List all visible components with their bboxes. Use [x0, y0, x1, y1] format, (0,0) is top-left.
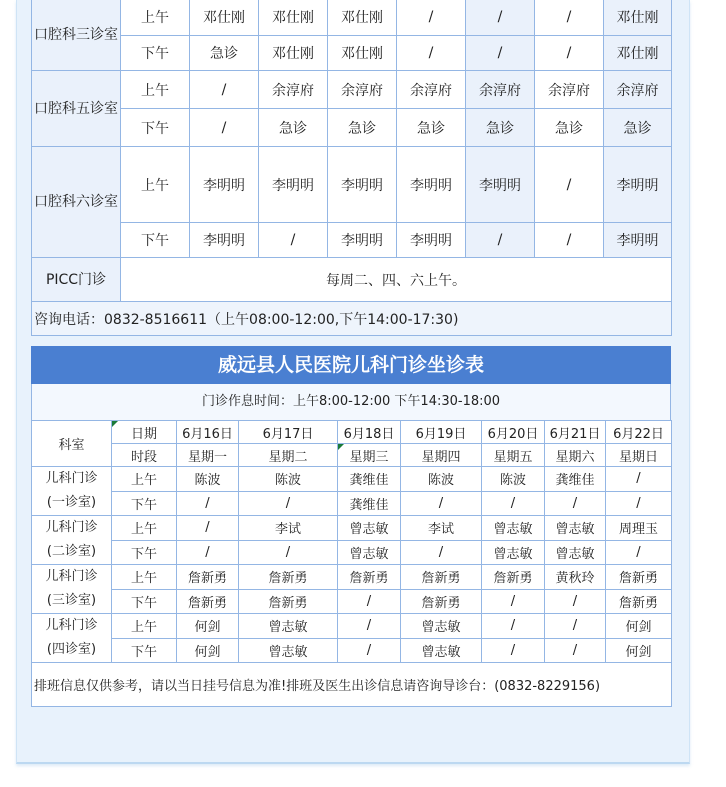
- table-row: [32, 71, 672, 109]
- slot-cell: 下午: [112, 540, 177, 565]
- schedule-cell: 詹新勇: [177, 565, 239, 590]
- schedule-cell: 詹新勇: [401, 565, 482, 590]
- schedule-cell: 李明明: [328, 223, 397, 258]
- schedule-cell: /: [401, 491, 482, 516]
- schedule-cell: 急诊: [328, 109, 397, 147]
- schedule-cell: 曾志敏: [338, 540, 401, 565]
- schedule-cell: 詹新勇: [401, 589, 482, 614]
- table-row: [32, 614, 672, 639]
- weekday-cell: 星期三: [338, 444, 401, 467]
- schedule-cell: 余淳府: [328, 71, 397, 109]
- schedule-cell: 陈波: [401, 467, 482, 492]
- slot-cell: 上午: [121, 0, 190, 36]
- schedule-cell: 李明明: [604, 147, 672, 223]
- schedule-cell: 李明明: [604, 223, 672, 258]
- schedule-cell: 曾志敏: [482, 540, 545, 565]
- schedule-cell: /: [535, 223, 604, 258]
- weekday-cell: 星期日: [606, 444, 672, 467]
- schedule-cell: 李明明: [397, 223, 466, 258]
- schedule-cell: 邓仕刚: [604, 0, 672, 36]
- dept-line1: 儿科门诊: [45, 569, 98, 584]
- schedule-cell: 陈波: [177, 467, 239, 492]
- schedule-cell: /: [606, 467, 672, 492]
- schedule-cell: /: [466, 36, 535, 71]
- table-row: [32, 540, 672, 565]
- table-row: [32, 258, 672, 302]
- schedule-cell: /: [190, 109, 259, 147]
- schedule-cell: 余淳府: [397, 71, 466, 109]
- schedule-cell: /: [482, 491, 545, 516]
- date-cell: 6月21日: [545, 421, 606, 444]
- date-cell: 6月22日: [606, 421, 672, 444]
- dept-line2: (四诊室): [46, 642, 97, 657]
- work-time: 门诊作息时间：上午8:00-12:00 下午14:30-18:00: [31, 384, 671, 420]
- dept-cell: 口腔科三诊室: [32, 0, 121, 71]
- schedule-cell: /: [466, 0, 535, 36]
- schedule-cell: 何剑: [606, 638, 672, 663]
- schedule-cell: 余淳府: [535, 71, 604, 109]
- schedule-cell: 曾志敏: [401, 638, 482, 663]
- schedule-cell: 龚维佳: [338, 467, 401, 492]
- slot-cell: 下午: [121, 36, 190, 71]
- schedule-cell: /: [397, 36, 466, 71]
- weekday-cell: 星期五: [482, 444, 545, 467]
- schedule-cell: 詹新勇: [177, 589, 239, 614]
- schedule-cell: 李明明: [466, 147, 535, 223]
- schedule-cell: 曾志敏: [401, 614, 482, 639]
- schedule-cell: /: [338, 589, 401, 614]
- schedule-cell: /: [338, 638, 401, 663]
- schedule-cell: /: [545, 638, 606, 663]
- schedule-cell: 詹新勇: [338, 565, 401, 590]
- schedule-cell: 邓仕刚: [259, 0, 328, 36]
- schedule-cell: 急诊: [535, 109, 604, 147]
- table-row: [32, 109, 672, 147]
- schedule-cell: /: [338, 614, 401, 639]
- table-row: [32, 491, 672, 516]
- schedule-cell: 余淳府: [604, 71, 672, 109]
- schedule-cell: 龚维佳: [545, 467, 606, 492]
- dept-cell: 口腔科六诊室: [32, 147, 121, 258]
- dept-cell: [32, 516, 112, 565]
- slot-cell: 下午: [112, 638, 177, 663]
- dept-cell: 口腔科五诊室: [32, 71, 121, 147]
- schedule-cell: 曾志敏: [239, 614, 338, 639]
- table-row: [32, 223, 672, 258]
- schedule-cell: 詹新勇: [239, 589, 338, 614]
- schedule-cell: 急诊: [604, 109, 672, 147]
- schedule-cell: 李明明: [328, 147, 397, 223]
- weekday-cell: 星期四: [401, 444, 482, 467]
- schedule-cell: /: [482, 589, 545, 614]
- table-row: [32, 467, 672, 492]
- schedule-cell: 周理玉: [606, 516, 672, 541]
- slot-cell: 上午: [121, 147, 190, 223]
- date-cell: 6月18日: [338, 421, 401, 444]
- header-row: [32, 421, 672, 444]
- slot-cell: 上午: [112, 565, 177, 590]
- schedule-cell: /: [482, 614, 545, 639]
- schedule-cell: 何剑: [177, 614, 239, 639]
- schedule-cell: 曾志敏: [545, 540, 606, 565]
- slot-header: 时段: [112, 444, 177, 467]
- schedule-cell: 邓仕刚: [190, 0, 259, 36]
- schedule-cell: /: [401, 540, 482, 565]
- schedule-cell: /: [606, 491, 672, 516]
- slot-cell: 下午: [112, 589, 177, 614]
- dept-line2: (二诊室): [46, 544, 97, 559]
- slot-cell: 上午: [112, 467, 177, 492]
- table-row: [32, 638, 672, 663]
- date-cell: 6月16日: [177, 421, 239, 444]
- schedule-cell: /: [239, 491, 338, 516]
- schedule-cell: 何剑: [606, 614, 672, 639]
- schedule-cell: /: [177, 540, 239, 565]
- schedule-cell: /: [545, 614, 606, 639]
- schedule-cell: /: [177, 491, 239, 516]
- schedule-cell: /: [466, 223, 535, 258]
- schedule-cell: /: [535, 147, 604, 223]
- schedule-cell: 何剑: [177, 638, 239, 663]
- slot-cell: 下午: [121, 223, 190, 258]
- dept-line1: 儿科门诊: [45, 520, 98, 535]
- table-row: [32, 302, 672, 336]
- pediatric-title: 威远县人民医院儿科门诊坐诊表: [31, 346, 671, 384]
- schedule-cell: /: [397, 0, 466, 36]
- dept-line2: (三诊室): [46, 593, 97, 608]
- schedule-cell: 詹新勇: [482, 565, 545, 590]
- dept-line1: 儿科门诊: [45, 471, 98, 486]
- slot-cell: 下午: [112, 491, 177, 516]
- schedule-cell: 詹新勇: [606, 565, 672, 590]
- schedule-cell: 余淳府: [466, 71, 535, 109]
- dental-schedule-body: [32, 0, 672, 336]
- schedule-cell: /: [535, 0, 604, 36]
- pediatric-schedule-table: [31, 420, 672, 707]
- table-row: [32, 565, 672, 590]
- dept-line1: 儿科门诊: [45, 618, 98, 633]
- pediatric-schedule-body: [32, 421, 672, 707]
- weekday-cell: 星期一: [177, 444, 239, 467]
- table-row: [32, 36, 672, 71]
- schedule-cell: 曾志敏: [338, 516, 401, 541]
- schedule-cell: 李试: [401, 516, 482, 541]
- dept-line2: (一诊室): [46, 495, 97, 510]
- date-cell: 6月19日: [401, 421, 482, 444]
- schedule-cell: 曾志敏: [239, 638, 338, 663]
- schedule-cell: 余淳府: [259, 71, 328, 109]
- schedule-cell: /: [535, 36, 604, 71]
- date-cell: 6月20日: [482, 421, 545, 444]
- schedule-cell: /: [259, 223, 328, 258]
- table-row: [32, 516, 672, 541]
- dept-cell: [32, 614, 112, 663]
- dept-cell: [32, 467, 112, 516]
- header-row: [32, 444, 672, 467]
- schedule-cell: 陈波: [239, 467, 338, 492]
- schedule-cell: 邓仕刚: [328, 36, 397, 71]
- schedule-cell: 詹新勇: [239, 565, 338, 590]
- schedule-cell: 急诊: [397, 109, 466, 147]
- schedule-cell: /: [239, 540, 338, 565]
- schedule-cell: /: [606, 540, 672, 565]
- phone-info: 咨询电话：0832-8516611（上午08:00-12:00,下午14:00-17:30): [32, 302, 672, 336]
- schedule-cell: 李试: [239, 516, 338, 541]
- slot-cell: 上午: [112, 614, 177, 639]
- schedule-cell: 邓仕刚: [604, 36, 672, 71]
- weekday-cell: 星期六: [545, 444, 606, 467]
- schedule-cell: 李明明: [190, 223, 259, 258]
- schedule-cell: /: [545, 589, 606, 614]
- schedule-cell: /: [177, 516, 239, 541]
- schedule-cell: 陈波: [482, 467, 545, 492]
- schedule-cell: /: [545, 491, 606, 516]
- footer-note: 排班信息仅供参考，请以当日挂号信息为准!排班及医生出诊信息请咨询导诊台：(0832-8229156): [32, 663, 672, 707]
- schedule-cell: 李明明: [190, 147, 259, 223]
- schedule-cell: /: [482, 638, 545, 663]
- dept-cell: [32, 565, 112, 614]
- slot-cell: 上午: [112, 516, 177, 541]
- picc-note: 每周二、四、六上午。: [121, 258, 672, 302]
- schedule-cell: 邓仕刚: [259, 36, 328, 71]
- slot-cell: 上午: [121, 71, 190, 109]
- schedule-cell: 黄秋玲: [545, 565, 606, 590]
- table-row: [32, 663, 672, 707]
- schedule-cell: 急诊: [190, 36, 259, 71]
- dept-header: 科室: [32, 421, 112, 467]
- picc-label: PICC门诊: [32, 258, 121, 302]
- date-header: 日期: [112, 421, 177, 444]
- dental-schedule-table: [31, 0, 672, 336]
- schedule-cell: 曾志敏: [482, 516, 545, 541]
- table-row: [32, 0, 672, 36]
- date-cell: 6月17日: [239, 421, 338, 444]
- schedule-cell: 龚维佳: [338, 491, 401, 516]
- schedule-cell: 李明明: [259, 147, 328, 223]
- slot-cell: 下午: [121, 109, 190, 147]
- schedule-cell: 急诊: [466, 109, 535, 147]
- schedule-cell: 急诊: [259, 109, 328, 147]
- schedule-cell: /: [190, 71, 259, 109]
- table-row: [32, 589, 672, 614]
- schedule-cell: 詹新勇: [606, 589, 672, 614]
- schedule-cell: 邓仕刚: [328, 0, 397, 36]
- schedule-cell: 曾志敏: [545, 516, 606, 541]
- table-row: [32, 147, 672, 223]
- schedule-cell: 李明明: [397, 147, 466, 223]
- weekday-cell: 星期二: [239, 444, 338, 467]
